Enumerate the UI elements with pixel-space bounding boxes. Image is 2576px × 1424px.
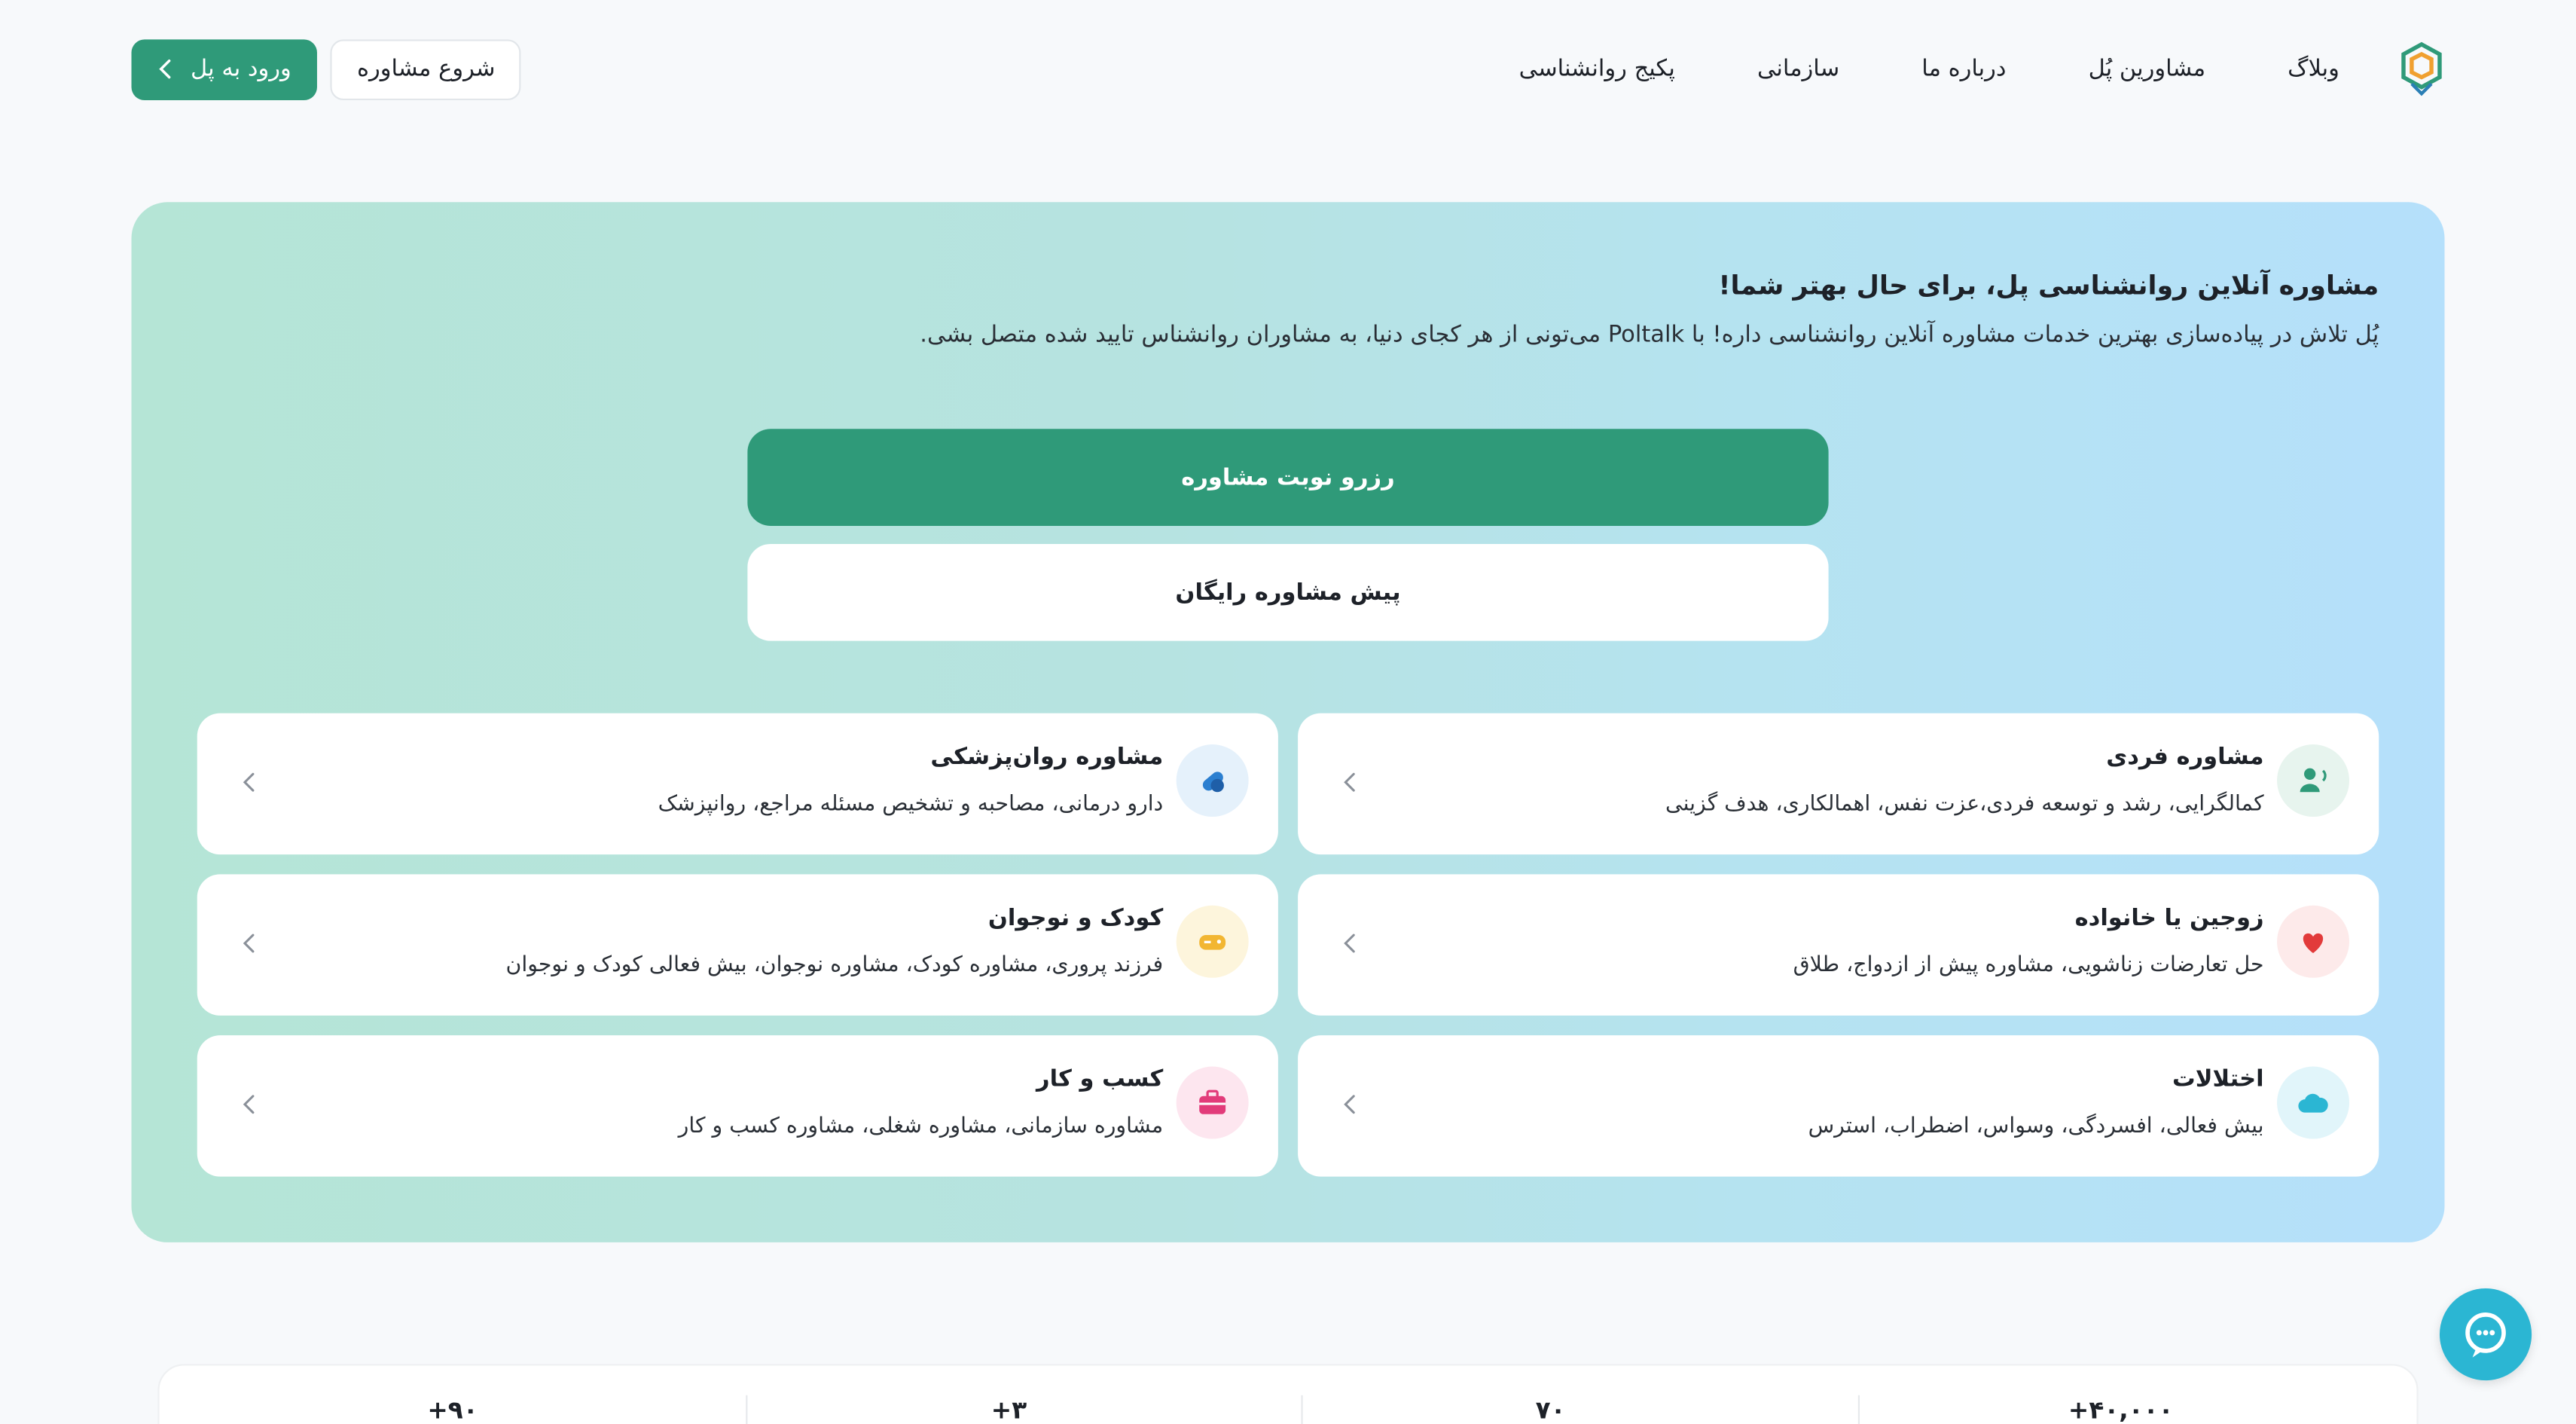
stat-value: ۷۰ xyxy=(1535,1395,1566,1424)
nav-counselors[interactable]: مشاورین پُل xyxy=(2088,56,2206,83)
pol-logo[interactable] xyxy=(2398,41,2444,97)
reserve-button[interactable]: رزرو نوبت مشاوره xyxy=(747,429,1828,526)
service-card-disorders[interactable] xyxy=(1298,1035,2379,1177)
service-card-individual[interactable] xyxy=(1298,714,2379,855)
chat-support-button[interactable] xyxy=(2440,1288,2532,1380)
card-description: مشاوره سازمانی، مشاوره شغلی، مشاوره کسب و کار xyxy=(678,1114,1164,1139)
header-actions xyxy=(131,38,521,99)
card-title: مشاوره فردی xyxy=(2106,744,2264,771)
card-description: کمالگرایی، رشد و توسعه فردی،عزت نفس، اهمالکاری، هدف گزینی xyxy=(1665,792,2264,817)
nav-blog[interactable]: وبلاگ xyxy=(2288,56,2339,83)
chat-icon xyxy=(2459,1308,2512,1361)
chevron-left-icon xyxy=(1339,1092,1363,1116)
chevron-left-icon xyxy=(238,771,261,794)
cloud-icon xyxy=(2277,1067,2349,1139)
card-description: بیش فعالی، افسردگی، وسواس، اضطراب، استرس xyxy=(1808,1114,2264,1139)
chevron-left-icon xyxy=(238,932,261,955)
nav-packages[interactable]: پکیج روانشناسی xyxy=(1518,56,1675,83)
main-nav xyxy=(1519,41,2445,97)
stat-value: +۹۰ xyxy=(427,1395,478,1424)
card-description: فرزند پروری، مشاوره کودک، مشاوره نوجوان، بیش فعالی کودک و نوجوان xyxy=(505,953,1164,978)
nav-about[interactable]: درباره ما xyxy=(1921,56,2007,83)
hearts-icon xyxy=(2277,906,2349,978)
card-title: مشاوره روان‌پزشکی xyxy=(930,744,1164,771)
service-cards xyxy=(197,714,2379,1177)
chevron-left-icon xyxy=(1339,771,1363,794)
card-title: کودک و نوجوان xyxy=(987,905,1164,932)
chevron-left-icon xyxy=(238,1092,261,1116)
divider xyxy=(1858,1395,1860,1424)
hero-subtitle: پُل تلاش در پیاده‌سازی بهترین خدمات مشاوره آنلاین روانشناسی داره! با Poltalk می‌تونی از هر کجای دنیا، به مشاوران روانشناس تایید شده متصل بشی. xyxy=(920,322,2379,349)
service-card-psychiatry[interactable] xyxy=(197,714,1278,855)
start-consultation-button[interactable]: شروع مشاوره xyxy=(331,38,521,99)
pill-icon xyxy=(1177,744,1249,817)
gamepad-icon xyxy=(1177,906,1249,978)
service-card-business[interactable] xyxy=(197,1035,1278,1177)
divider xyxy=(746,1395,747,1424)
free-consultation-button[interactable]: پیش مشاوره رایگان xyxy=(747,544,1828,641)
card-title: اختلالات xyxy=(2172,1066,2264,1093)
service-card-child[interactable] xyxy=(197,874,1278,1016)
stat-value: +۴۰,۰۰۰ xyxy=(2068,1395,2174,1424)
stat-value: +۳ xyxy=(990,1395,1027,1424)
nav-organizational[interactable]: سازمانی xyxy=(1757,56,1840,83)
card-title: کسب و کار xyxy=(1036,1066,1164,1093)
card-title: زوجین یا خانواده xyxy=(2074,905,2264,932)
divider xyxy=(1301,1395,1302,1424)
person-icon xyxy=(2277,744,2349,817)
chevron-left-icon xyxy=(157,57,174,81)
hero-title: مشاوره آنلاین روانشناسی پل، برای حال بهتر شما! xyxy=(1718,269,2379,301)
briefcase-icon xyxy=(1177,1067,1249,1139)
card-description: حل تعارضات زناشویی، مشاوره پیش از ازدواج، طلاق xyxy=(1793,953,2264,978)
service-card-couples[interactable] xyxy=(1298,874,2379,1016)
card-description: دارو درمانی، مصاحبه و تشخیص مسئله مراجع، روانپزشک xyxy=(658,792,1164,817)
hero-section xyxy=(131,202,2444,1242)
login-label: ورود به پل xyxy=(191,56,291,83)
stats-strip xyxy=(157,1364,2418,1424)
login-button[interactable] xyxy=(131,38,317,99)
top-header xyxy=(131,36,2444,102)
chevron-left-icon xyxy=(1339,932,1363,955)
